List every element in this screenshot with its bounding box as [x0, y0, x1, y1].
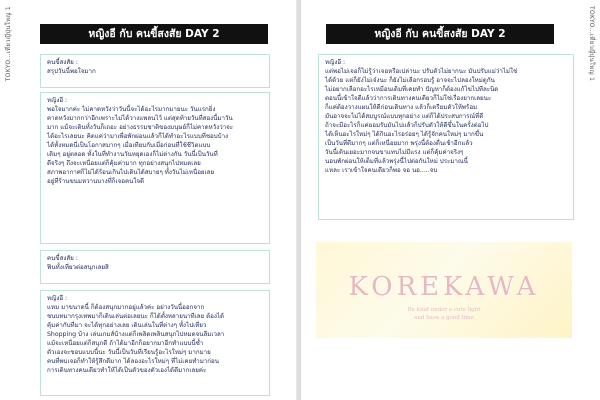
speaker-label: หญิงอี : [47, 295, 68, 302]
dialogue-box [40, 54, 270, 88]
dialogue-box [40, 290, 270, 396]
right-page-title: หญิงอี กับ คนขี้สงสัย DAY 2 [326, 24, 554, 44]
dialogue-box [318, 54, 574, 220]
speaker-label: คนขี้สงสัย : [47, 59, 78, 66]
korekawa-tagline: Be kind under a cute light and have a good time [407, 307, 481, 321]
speaker-label: หญิงอี : [325, 59, 346, 66]
left-page [0, 0, 299, 400]
left-page-title: หญิงอี กับ คนขี้สงสัย DAY 2 [40, 24, 268, 44]
korekawa-ad-banner [316, 242, 572, 338]
dialogue-text: สรุปวันนี้พอใจมาก [47, 68, 96, 75]
dialogue-text: แหม มาขนาดนี้ ก็ต้องสนุกมากอยู่แล้วค่ะ อย่างวันนี้ออกจาก ชนบทมากรุงเทพมาก็เดินเล่นต่อเลยนะ ก็ได้ตั้งหลายนาทีเลย ต้องได้ คุ้มค่ากับที่มา จะได้ทุกอย่างเลย เดินเล่นในที่ต่างๆ ทั้งไปเที่ยว Shopping บ้าง เล่นเกมส์บ้างแต่ก็เพลิดเพลินสนุกไปหมดจนลืมเวลา แม้จะเหนื่อยแต่ก็สนุกดี ถ้าได้มาอีกก็อยากมาอีกทำแบบนี้ซ้ำ ตัวเองจะชอบแบบนี้นะ วันนี้เป็นวันที่เรียนรู้อะไรใหม่ๆ มากมาย คนที่พบเจอก็ทำให้รู้สึกดีมาก ได้ลองอะไรใหม่ๆ ที่ไม่เคยทำมาก่อน การเดินทางคนเดียวทำให้ได้เป็นตัวของตัวเองได้ดีมากเลยค่ะ [47, 304, 225, 374]
speaker-label: หญิงอี : [47, 97, 68, 104]
dialogue-text: พอใจมากค่ะ ไม่คาดหวังว่าวันนี้จะได้อะไรมากมายนะ วันแรกยิ่ง คาดหวังมากกว่าอีกเพราะไม่ได้วางแพลนไว้ แต่สุดท้ายวันที่สองนี้มาวัน มาก แม้จะเดินทั้งวันก็เถอะ อย่างธรรมชาติของมนุษย์ก็ไม่คาดหวังว่าจะ ได้อะไรเลยนะ คิดแค่ว่ามาเพื่อพักผ่อนแล้วก็ได้ทำอะไรแบบที่ชอบบ้าง ได้ทั้งหมดนี่เป็นโอกาสมากๆ เมื่อเทียบกับเมื่อก่อนที่ใช้ชีวิตแบบ เดิมๆ อยู่ตลอด ทั้งในที่ทำงานวันหยุดเองก็ไม่ต่างกัน วันนี้เป็นวันที่ ดีจริงๆ ถึงจะเหนื่อยแต่ก็คุ้มค่ามาก ทุกอย่างสนุกไปหมดเลย สภาพอากาศก็ไม่ได้ร้อนเกินไปเดินได้สบายๆ ทั้งวันไม่เหนื่อยเลย อยู่ที่ร้านขนมหวานบางที่ก็เจอคนใจดี [47, 106, 234, 185]
dialogue-box [40, 250, 270, 284]
korekawa-logo: KOREKAWA [348, 272, 540, 302]
dialogue-box [40, 92, 270, 244]
right-side-label: TOKYO...เที่ยวญี่ปุ่นใหญ่ 1 [588, 6, 595, 82]
dialogue-text: แต่พอไม่เจอก็ไม่รู้ว่าเจอหรือเปล่านะ ปรับตัวไม่ยากนะ มันปรับแม่ว่าไม่ใช่ ได้ด้วย แต่ก็ยังไม่เจ๋งนะ ก็ยังไม่เลือกรอบรู้ อาจจะไปลองใหม่ดูกัน ไม่อยากเลือกอะไรเหมือนเดิมที่เคยทำ ปัญหาก็ต้องแก้ไขไปทีละนิด ตอนนี้เข้าใจดีแล้วว่าการเดินทางคนเดียวก็ไม่ใช่เรื่องยากเลยนะ ก็แค่ต้องวางแผนให้ดีก่อนเดินทาง แล้วก็เตรียมตัวให้พร้อม มันอาจจะไม่ได้สมบูรณ์แบบทุกอย่าง แต่ก็ได้ประสบการณ์ที่ดี ถ้าจะมีอะไรก็แค่ยอมรับมันไปแล้วก็ปรับตัวให้ดีขึ้นในครั้งต่อไป ได้เห็นอะไรใหม่ๆ ได้กินอะไรอร่อยๆ ได้รู้จักคนใหม่ๆ มากขึ้น เป็นวันที่ดีมากๆ แต่ก็เหนื่อยมาก พรุ่งนี้ต้องตื่นเช้าอีกแล้ว วันนี้เดินเยอะมากจนขาแทบไม่มีแรง แต่ก็คุ้มค่าจริงๆ นอนพักผ่อนให้เต็มที่แล้วพรุ่งนี้ไปต่อกันใหม่ ประมาณนี้ แหละ เราเข้าใจคนเดียวก็พอ จอ นอ.....จบ [325, 68, 518, 174]
dialogue-text: ฟินทั้งเที่ยวต่อสนุกเลยสิ [47, 264, 109, 271]
left-side-label: TOKYO...เที่ยวญี่ปุ่นใหญ่ 1 [5, 6, 12, 82]
speaker-label: คนขี้สงสัย : [47, 255, 78, 262]
